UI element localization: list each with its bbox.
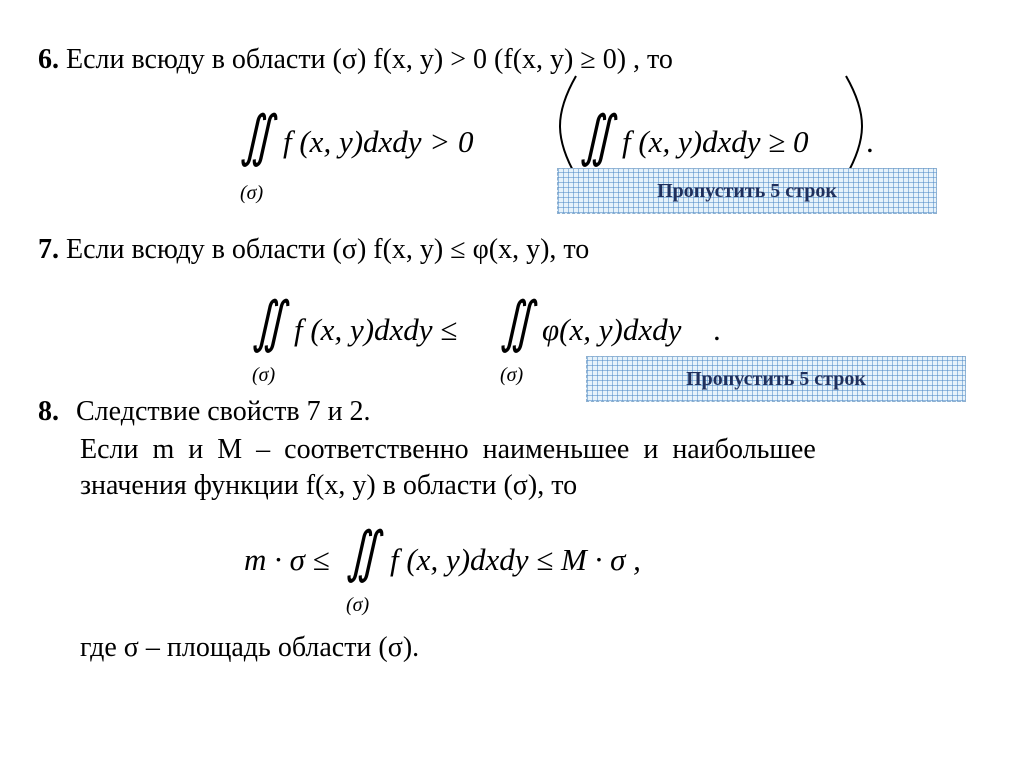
skip-lines-note-1[interactable]: Пропустить 5 строк xyxy=(557,168,937,214)
item-7-region-left: (σ) xyxy=(252,364,276,386)
item-7-number: 7. xyxy=(38,234,59,265)
item-7-integrand-left: f (x, y)dxdy ≤ xyxy=(294,312,458,347)
item-6-end-dot: . xyxy=(866,124,874,159)
item-8-line xyxy=(38,396,371,428)
item-8-condition-line-1: Если m и M – соответственно наименьшее и наибольшее xyxy=(80,434,816,465)
item-6-region-left: (σ) xyxy=(240,182,264,204)
double-integral-icon: ∬ xyxy=(500,292,534,354)
item-8-formula-right: f (x, y)dxdy ≤ M · σ , xyxy=(390,542,641,577)
item-6-formula-left xyxy=(240,104,284,169)
item-8-region: (σ) xyxy=(346,594,370,616)
item-6-integrand-left: f (x, y)dxdy > 0 xyxy=(283,124,474,159)
item-8-number: 8. xyxy=(38,396,59,427)
item-8-condition-line-2: значения функции f(x, y) в области (σ), то xyxy=(80,470,578,501)
item-7-formula-right xyxy=(500,290,544,355)
item-7-end-dot: . xyxy=(713,312,721,347)
item-8-title: Следствие свойств 7 и 2. xyxy=(76,396,371,427)
double-integral-icon: ∬ xyxy=(240,106,274,168)
item-7-integrand-right: φ(x, y)dxdy xyxy=(542,312,682,347)
item-7-formula-left xyxy=(252,290,296,355)
item-6-integrand-right: f (x, y)dxdy ≥ 0 xyxy=(622,124,809,159)
item-8-formula-left: m · σ ≤ xyxy=(244,542,330,577)
double-integral-icon: ∬ xyxy=(252,292,286,354)
item-7-text: Если всюду в области (σ) f(x, y) ≤ φ(x, y), то xyxy=(66,234,590,265)
double-integral-icon: ∬ xyxy=(346,522,380,584)
item-8-footer: где σ – площадь области (σ). xyxy=(80,632,420,663)
skip-lines-note-2[interactable]: Пропустить 5 строк xyxy=(586,356,966,402)
right-paren-icon xyxy=(842,74,866,178)
item-6-line xyxy=(38,44,673,76)
item-6-text: Если всюду в области (σ) f(x, y) > 0 (f(x, y) ≥ 0) , то xyxy=(66,44,673,75)
left-paren-icon xyxy=(556,74,580,178)
double-integral-icon: ∬ xyxy=(580,106,614,168)
item-6-number: 6. xyxy=(38,44,59,75)
item-6-formula-right xyxy=(580,104,624,169)
item-7-region-right: (σ) xyxy=(500,364,524,386)
item-8-formula-integral xyxy=(346,520,390,585)
item-7-line xyxy=(38,234,589,266)
